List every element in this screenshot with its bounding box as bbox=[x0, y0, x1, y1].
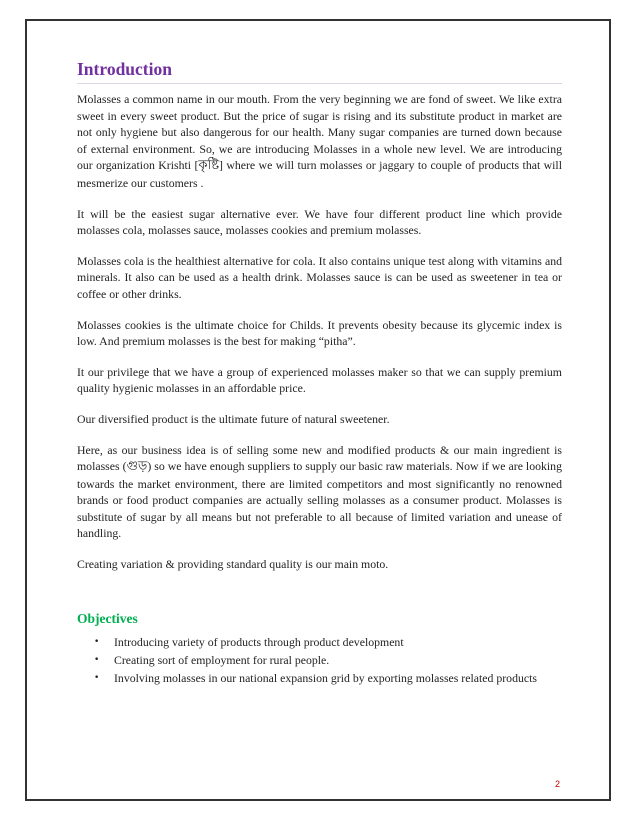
krishti-bangla-text: কৃষ্টি bbox=[198, 158, 219, 174]
introduction-heading: Introduction bbox=[77, 59, 172, 79]
list-item bbox=[94, 651, 562, 669]
intro-p1-text-b: ] where we will turn molasses or jaggary to couple of products that will mesmerize our customers . bbox=[77, 158, 562, 190]
objective-text: Introducing variety of products through product development bbox=[114, 634, 404, 649]
gur-bangla-text: গুড় bbox=[126, 459, 148, 475]
intro-p7-text-b: ) so we have enough suppliers to supply our basic raw materials. Now if we are looking towards the market environment, there are limited competitors and most significantly no renowned brands or food product companies are actually selling molasses as a consumer product. Molasses is substitute of sugar by all means but not preferable to all because of limited variation and unease of handling. bbox=[77, 459, 562, 541]
intro-paragraph-7 bbox=[77, 442, 562, 543]
objective-text: Involving molasses in our national expansion grid by exporting molasses related products bbox=[114, 670, 537, 685]
intro-p7-text-a: Here, as our business idea is of selling some new and modified products & our main ingredient is molasses ( bbox=[77, 442, 562, 474]
page-number: 2 bbox=[555, 779, 561, 789]
bullet-icon: • bbox=[94, 654, 100, 665]
intro-paragraph-3: Molasses cola is the healthiest alternative for cola. It also contains unique test along with vitamins and minerals. It also can be used as a health drink. Molasses sauce is can be used as sweetener in tea or coffee or other drinks. bbox=[77, 253, 562, 301]
intro-paragraph-1 bbox=[77, 91, 562, 192]
objective-text: Creating sort of employment for rural people. bbox=[114, 652, 330, 667]
page-content bbox=[77, 58, 562, 687]
intro-paragraph-5: It our privilege that we have a group of experienced molasses maker so that we can supply premium quality hygienic molasses in an affordable price. bbox=[77, 364, 562, 396]
intro-paragraph-4: Molasses cookies is the ultimate choice for Childs. It prevents obesity because its glycemic index is low. And premium molasses is the best for making “pitha”. bbox=[77, 317, 562, 349]
intro-paragraph-2: It will be the easiest sugar alternative ever. We have four different product line which provide molasses cola, molasses sauce, molasses cookies and premium molasses. bbox=[77, 206, 562, 238]
objectives-list bbox=[77, 633, 562, 687]
list-item bbox=[94, 633, 562, 651]
intro-paragraph-8: Creating variation & providing standard quality is our main moto. bbox=[77, 557, 389, 572]
intro-paragraph-6: Our diversified product is the ultimate future of natural sweetener. bbox=[77, 411, 390, 426]
objectives-heading: Objectives bbox=[77, 610, 138, 626]
intro-p1-text-a: Molasses a common name in our mouth. From the very beginning we are fond of sweet. We like extra sweet in every sweet product. But the price of sugar is rising and its substitute product in market are not only hygiene but also dangerous for our health. Many sugar companies are turned down because of external environment. So, we are introducing Molasses in a whole new level. We are introducing our organization Krishti [ bbox=[77, 92, 562, 173]
bullet-icon: • bbox=[94, 636, 100, 647]
list-item bbox=[94, 669, 562, 687]
bullet-icon: • bbox=[94, 672, 100, 683]
heading-divider bbox=[77, 83, 562, 84]
